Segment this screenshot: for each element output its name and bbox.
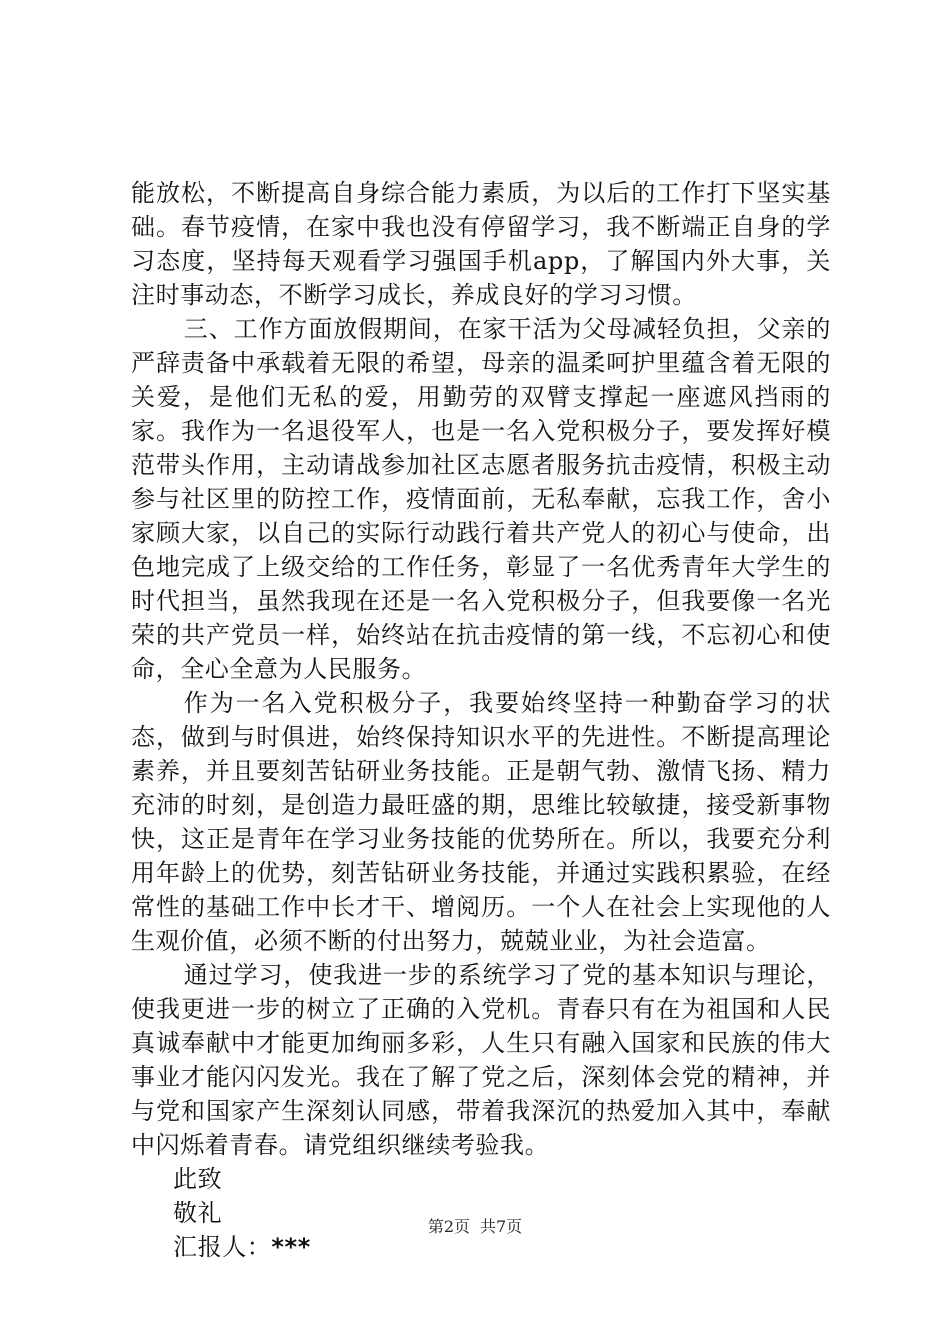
paragraph-activist: 作为一名入党积极分子，我要始终坚持一种勤奋学习的状态，做到与时俱进，始终保持知识水平的先进性。不断提高理论素养，并且要刻苦钻研业务技能。正是朝气勃、激情飞扬、精力充沛的时刻，是创造力最旺盛的期，思维比较敏捷，接受新事物快，这正是青年在学习业务技能的优势所在。所以，我要充分利用年龄上的优势，刻苦钻研业务技能，并通过实践积累验，在经常性的基础工作中长才干、增阅历。一个人在社会上实现他的人生观价值，必须不断的付出努力，兢兢业业，为社会造富。	[131, 689, 831, 955]
closing-regards: 敬礼	[173, 1199, 223, 1227]
signer-label: 汇报人：	[173, 1233, 272, 1261]
closing-salutation: 此致	[173, 1165, 223, 1193]
page-number: 第2页	[427, 1217, 470, 1236]
paragraph-conclusion: 通过学习，使我进一步的系统学习了党的基本知识与理论，使我更进一步的树立了正确的入党机。青春只有在为祖国和人民真诚奉献中才能更加绚丽多彩，人生只有融入国家和民族的伟大事业才能闪闪发光。我在了解了党之后，深刻体会党的精神，并与党和国家产生深刻认同感，带着我深沉的热爱加入其中，奉献中闪烁着青春。请党组织继续考验我。	[131, 961, 831, 1159]
paragraph-work: 三、工作方面放假期间，在家干活为父母减轻负担，父亲的严辞责备中承载着无限的希望，母亲的温柔呵护里蕴含着无限的关爱，是他们无私的爱，用勤劳的双臂支撑起一座遮风挡雨的家。我作为一名退役军人，也是一名入党积极分子，要发挥好模范带头作用，主动请战参加社区志愿者服务抗击疫情，积极主动参与社区里的防控工作，疫情面前，无私奉献，忘我工作，舍小家顾大家，以自己的实际行动践行着共产党人的初心与使命，出色地完成了上级交给的工作任务，彰显了一名优秀青年大学生的时代担当，虽然我现在还是一名入党积极分子，但我要像一名光荣的共产党员一样，始终站在抗击疫情的第一线，不忘初心和使命，全心全意为人民服务。	[131, 315, 831, 683]
document-body	[131, 176, 831, 1264]
signer-name: ***	[271, 1233, 311, 1261]
paragraph-continuation: 能放松，不断提高自身综合能力素质，为以后的工作打下坚实基础。春节疫情，在家中我也没有停留学习，我不断端正自身的学习态度，坚持每天观看学习强国手机app，了解国内外大事，关注时事动态，不断学习成长，养成良好的学习习惯。	[131, 179, 831, 309]
page-total: 共7页	[480, 1217, 523, 1236]
page-footer	[0, 1217, 950, 1237]
